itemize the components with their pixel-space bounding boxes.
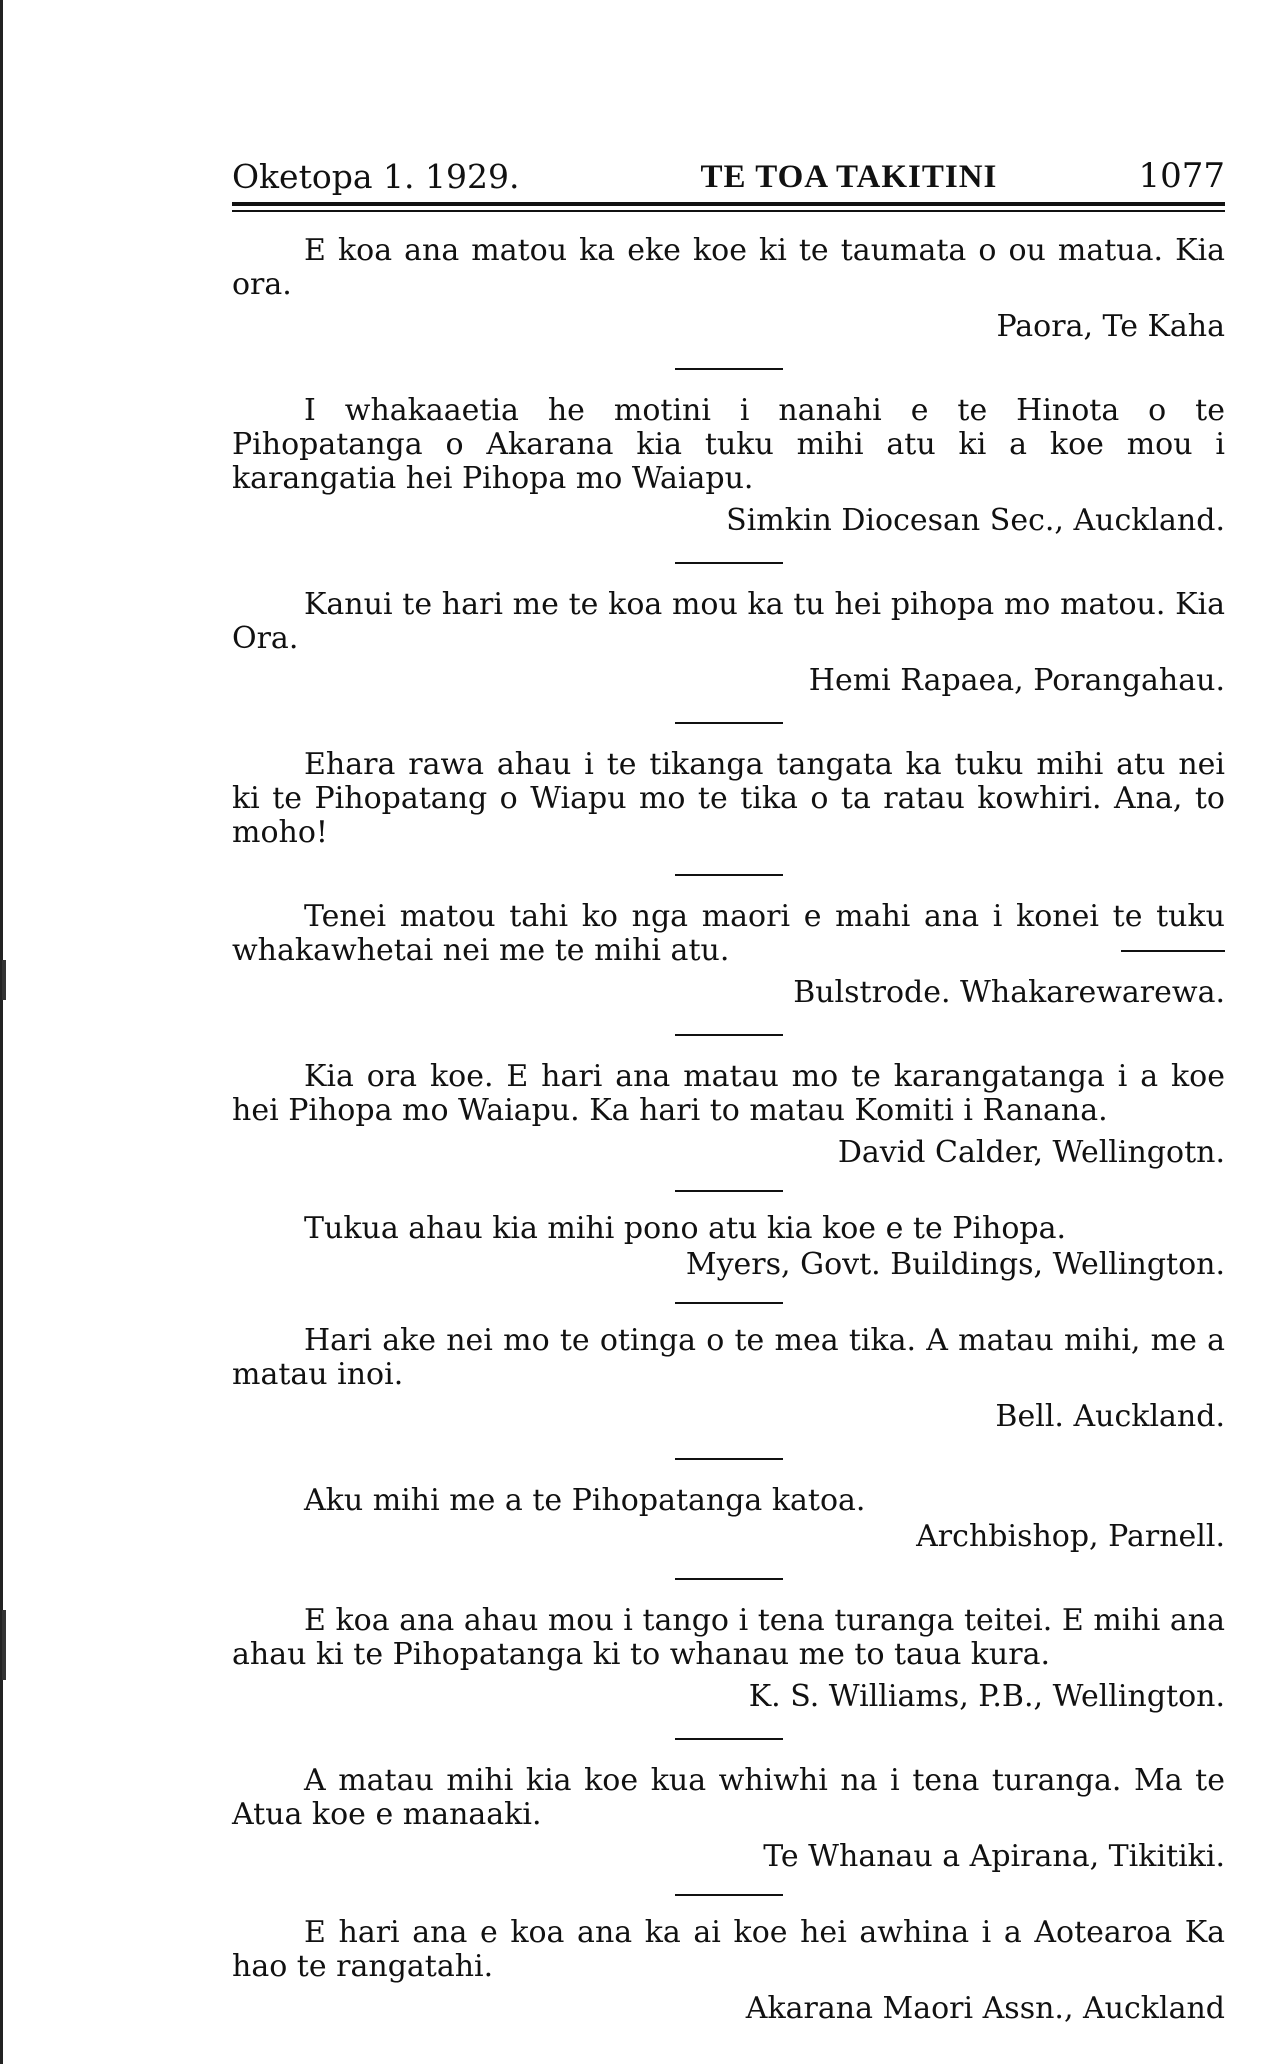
issue-date: Oketopa 1. 1929. bbox=[232, 157, 520, 196]
letter-entry bbox=[232, 1484, 1225, 1554]
letter-entry bbox=[232, 900, 1225, 1010]
letter-signature: Paora, Te Kaha bbox=[996, 309, 1225, 344]
letter-body: I whakaaetia he motini i nanahi e te Hinota o te Pihopatanga o Akarana kia tuku mihi atu ki a koe mou i karangatia hei Pihopa mo Waiapu. bbox=[232, 393, 1225, 496]
separator-rule bbox=[675, 874, 783, 876]
letter-entry bbox=[232, 748, 1225, 850]
letter-body: Ehara rawa ahau i te tikanga tangata ka tuku mihi atu nei ki te Pihopatang o Wiapu mo te tika o ta ratau kowhiri. Ana, to moho! bbox=[232, 747, 1225, 850]
letter-signature: Te Whanau a Apirana, Tikitiki. bbox=[763, 1839, 1225, 1874]
letter-signature: Simkin Diocesan Sec., Auckland. bbox=[726, 503, 1225, 538]
page-number: 1077 bbox=[1138, 156, 1225, 196]
letter-entry bbox=[232, 234, 1225, 344]
letters-list bbox=[232, 234, 1225, 2026]
separator-rule bbox=[675, 562, 783, 564]
header-rule bbox=[232, 202, 1225, 206]
separator-rule bbox=[675, 722, 783, 724]
page-edge bbox=[0, 0, 3, 2064]
letter-signature: Akarana Maori Assn., Auckland bbox=[745, 1991, 1225, 2026]
letter-body: Kia ora koe. E hari ana matau mo te karangatanga i a koe hei Pihopa mo Waiapu. Ka hari to matau Komiti i Ranana. bbox=[232, 1059, 1225, 1128]
separator-rule bbox=[675, 1034, 783, 1036]
header-rule-thin bbox=[232, 210, 1225, 212]
letter-entry bbox=[232, 1324, 1225, 1434]
publication-title: TE TOA TAKITINI bbox=[700, 159, 998, 195]
letter-signature: Bell. Auckland. bbox=[995, 1399, 1225, 1434]
separator-rule bbox=[675, 1458, 783, 1460]
letter-body: Aku mihi me a te Pihopatanga katoa. bbox=[304, 1483, 866, 1518]
letter-body: Hari ake nei mo te otinga o te mea tika. A matau mihi, me a matau inoi. bbox=[232, 1323, 1225, 1392]
separator-rule bbox=[675, 1302, 783, 1304]
letter-body: E koa ana matou ka eke koe ki te taumata o ou matua. Kia ora. bbox=[232, 233, 1225, 302]
page-header bbox=[232, 150, 1225, 196]
separator-rule bbox=[675, 1738, 783, 1740]
separator-rule bbox=[675, 1578, 783, 1580]
letter-entry bbox=[232, 1212, 1225, 1282]
scan-mark bbox=[2, 960, 6, 1000]
scan-mark bbox=[2, 1610, 6, 1680]
letter-entry bbox=[232, 1764, 1225, 1874]
letter-entry bbox=[232, 588, 1225, 698]
letter-entry bbox=[232, 1604, 1225, 1714]
letter-signature: Myers, Govt. Buildings, Wellington. bbox=[685, 1247, 1225, 1282]
letter-signature: Archbishop, Parnell. bbox=[916, 1519, 1225, 1554]
letter-body: Tukua ahau kia mihi pono atu kia koe e te Pihopa. bbox=[304, 1211, 1067, 1246]
letter-entry bbox=[232, 1916, 1225, 2026]
separator-rule bbox=[675, 1894, 783, 1896]
letter-signature: Bulstrode. Whakarewarewa. bbox=[793, 975, 1225, 1010]
letter-signature: K. S. Williams, P.B., Wellington. bbox=[748, 1679, 1225, 1714]
letter-body bbox=[232, 900, 1225, 968]
letter-body: A matau mihi kia koe kua whiwhi na i tena turanga. Ma te Atua koe e manaaki. bbox=[232, 1763, 1225, 1832]
letter-entry bbox=[232, 1060, 1225, 1170]
letter-body: E koa ana ahau mou i tango i tena turanga teitei. E mihi ana ahau ki te Pihopatanga ki to whanau me to taua kura. bbox=[232, 1603, 1225, 1672]
separator-rule bbox=[675, 1190, 783, 1192]
separator-rule bbox=[675, 368, 783, 370]
letter-body: E hari ana e koa ana ka ai koe hei awhina i a Aotearoa Ka hao te rangatahi. bbox=[232, 1915, 1225, 1984]
letter-signature: Hemi Rapaea, Porangahau. bbox=[808, 663, 1225, 698]
letter-entry bbox=[232, 394, 1225, 538]
inline-rule bbox=[1121, 950, 1225, 952]
letter-body: Kanui te hari me te koa mou ka tu hei pihopa mo matou. Kia Ora. bbox=[232, 587, 1225, 656]
letter-body-text: Tenei matou tahi ko nga maori e mahi ana i konei te tuku whakawhetai nei me te mihi atu. bbox=[232, 899, 1225, 968]
letter-signature: David Calder, Wellingotn. bbox=[837, 1135, 1225, 1170]
newspaper-page bbox=[232, 150, 1225, 2026]
